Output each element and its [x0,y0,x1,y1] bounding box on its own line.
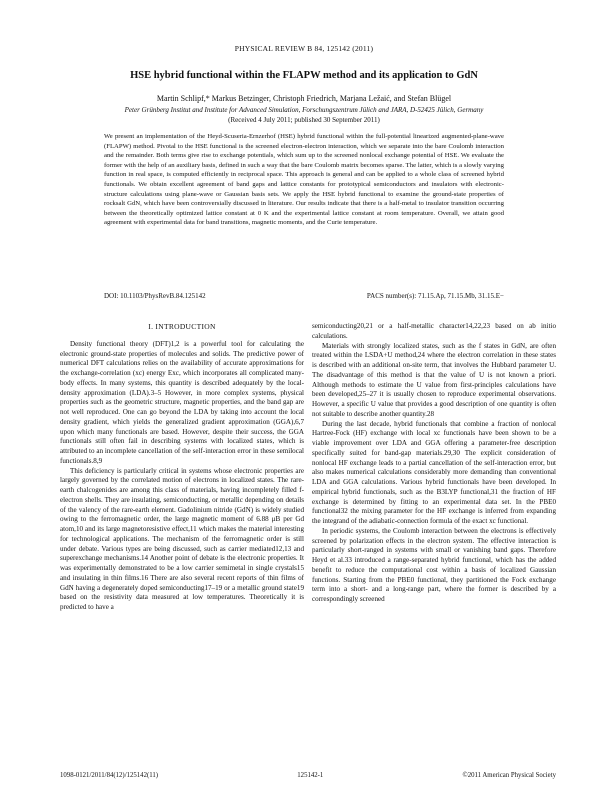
paper-title: HSE hybrid functional within the FLAPW method and its application to GdN [130,70,478,81]
paragraph: This deficiency is particularly critical in systems whose electronic properties are largely governed by the correlated motion of electrons in localized states. The rare-earth chalcogenides are among this class of materials, having incompletely filled f-electron shells. They are insulating, semiconducting, or metallic depending on details of the valency of the rare-earth element. Gadolinium nitride (GdN) is widely studied owing to the ferromagnetic order, the large magnetic moment of 6.88 μB per Gd atom,10 and its large magnetoresistive effect,11 which makes the material interesting for technological applications. The mechanism of the ferromagnetic order is still under debate. Various types are being discussed, such as carrier mediated12,13 and superexchange mechanisms.14 Another point of debate is the electronic properties. It was experimentally demonstrated to be a low carrier semimetal in single crystals15 and insulating in thin films.16 There are also several recent reports of thin films of GdN having a degenerately doped semiconducting17–19 or a metallic ground state19 based on the resistivity data measured at low temperatures. Theoretically it is predicted to have a [60,466,304,611]
affiliation: Peter Grünberg Institut and Institute for Advanced Simulation, Forschungszentrum Jülich and JARA, D-52425 Jülich, Germany [124,106,484,114]
section-heading: I. INTRODUCTION [148,322,216,331]
received-date: (Received 4 July 2011; published 30 September 2011) [228,116,380,124]
page-footer [60,772,556,779]
paragraph: During the last decade, hybrid functionals that combine a fraction of nonlocal Hartree-Fock (HF) exchange with local xc functionals have been shown to be a viable improvement over LDA and GGA offering a parameter-free description specifically suited for band-gap materials.29,30 The explicit consideration of nonlocal HF exchange leads to a partial cancellation of the self-interaction error, but also makes numerical calculations considerably more demanding than conventional LDA and GGA calculations. Various hybrid functionals have been developed. In empirical hybrid functionals, such as the B3LYP functional,31 the fraction of HF exchange is determined by fitting to an experimental data set. In the PBE0 functional32 the mixing parameter for the HF exchange is inferred from expanding the integrand of the adiabatic-connection formula of the exact xc functional. [312,419,556,525]
doi-link[interactable]: DOI: 10.1103/PhysRevB.84.125142 [104,292,206,300]
page-number: 125142-1 [297,772,324,779]
pacs-numbers: PACS number(s): 71.15.Ap, 71.15.Mb, 31.15.E− [366,292,504,300]
abstract-text: We present an implementation of the Heyd-Scuseria-Ernzerhof (HSE) hybrid functional within the full-potential linearized augmented-plane-wave (FLAPW) method. Pivotal to the HSE functional is the screened electron-electron interaction, which we separate into the bare Coulomb interaction and the remainder. Both terms give rise to exchange potentials, which sum up to the screened nonlocal exchange potential of HSE. We evaluate the former with the help of an auxiliary basis, defined in such a way that the bare Coulomb matrix becomes sparse. The latter, which is a slowly varying function in real space, is computed efficiently in reciprocal space. This approach is general and can be applied to a whole class of screened hybrid functionals. We obtain excellent agreement of band gaps and lattice constants for prototypical semiconductors and insulators with electronic-structure calculations using plane-wave or Gaussian basis sets. We apply the HSE hybrid functional to examine the ground-state properties of rocksalt GdN, which have been controversially discussed in literature. Our results indicate that there is a half-metal to insulator transition occurring between the theoretically optimized lattice constant at 0 K and the experimental lattice constant at room temperature. Overall, we attain good agreement with experimental data for band transitions, magnetic moments, and the Curie temperature. [104,133,504,227]
author-list: Martin Schlipf,* Markus Betzinger, Christoph Friedrich, Marjana Ležaić, and Stefan Blügel [156,94,452,103]
paragraph: Materials with strongly localized states, such as the f states in GdN, are often treated within the LSDA+U method,24 where the electron correlation in these states is described with an additional on-site term, that involves the Hubbard parameter U. The disadvantage of this method is that the value of U is not known a priori. Although methods to estimate the U value from first-principles calculations have been developed,25–27 it is usually chosen to reproduce experimental observations. However, a specific U value that provides a good description of one quantity is often not suitable to describe another quantity.28 [312,341,556,418]
doi-pacs-line [104,292,504,300]
copyright: ©2011 American Physical Society [462,772,556,779]
footer-issn: 1098-0121/2011/84(12)/125142(11) [60,772,159,779]
journal-header: PHYSICAL REVIEW B 84, 125142 (2011) [234,44,374,53]
paragraph: semiconducting20,21 or a half-metallic character14,22,23 based on ab initio calculations. [312,322,556,340]
paragraph: Density functional theory (DFT)1,2 is a powerful tool for calculating the electronic ground-state properties of molecules and solids. The predictive power of numerical DFT calculations relies on the availability of accurate approximations for the exchange-correlation (xc) energy Exc, which incorporates all complicated many-body effects. In many systems, this quantity is described adequately by the local-density approximation (LDA).3–5 However, in more complex systems, physical properties such as the geometric structure, magnetic properties, and the band gap are not well reproduced. One can go beyond the LDA by taking into account the local density gradient, which yields the generalized gradient approximation (GGA),6,7 upon which many functionals are based. However, despite their success, the GGA functionals still often fail in describing systems with localized states, which is attributed to an incomplete cancellation of the self-interaction error in these semilocal functionals.8,9 [60,339,304,465]
abstract [104,132,504,228]
paragraph: In periodic systems, the Coulomb interaction between the electrons is effectively screened by polarization effects in the electron system. The effective interaction is particularly short-ranged in systems with small or vanishing band gaps. Therefore Heyd et al.33 introduced a range-separated hybrid functional, which has the added benefit to reduce the computational cost within a basis of localized Gaussian functions. Starting from the PBE0 functional, they partitioned the Fock exchange term into a short- and a long-range part, where the former is described by a correspondingly screened [312,526,556,603]
left-column [60,322,304,613]
right-column [312,322,556,605]
